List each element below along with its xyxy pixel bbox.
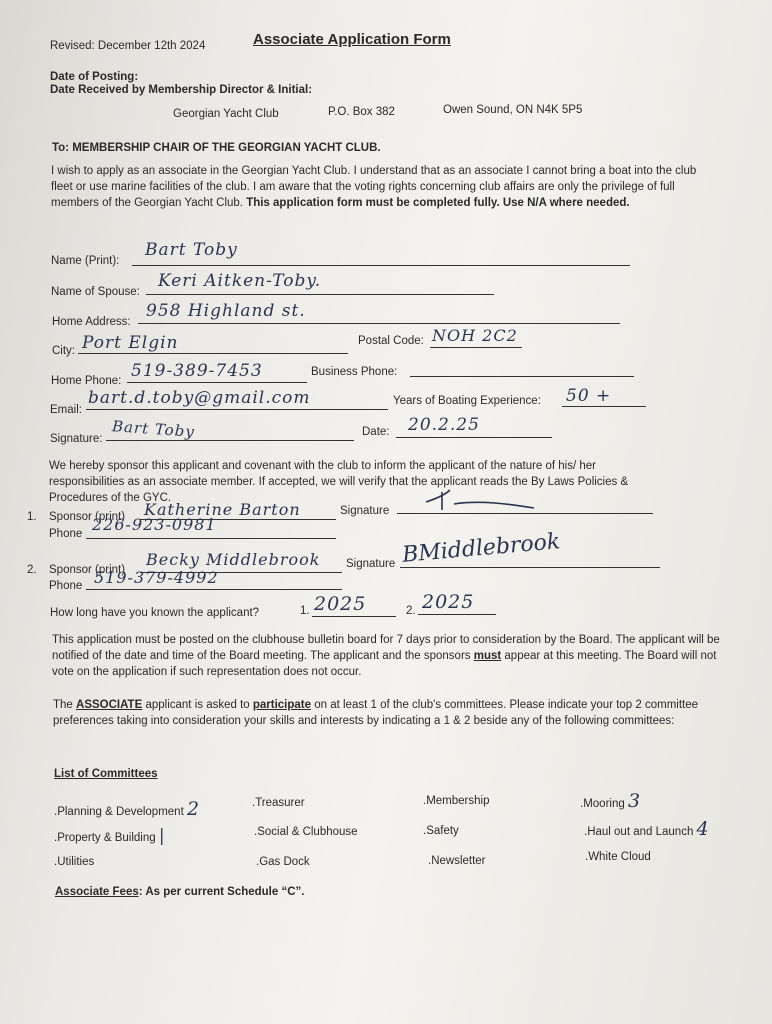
business-phone-line [410,376,634,377]
committee-planning[interactable] [54,798,200,820]
intro-paragraph [51,163,711,211]
committee-gas-dock-label: .Gas Dock [256,856,310,868]
known-applicant-label: How long have you known the applicant? [50,607,260,619]
committee-newsletter[interactable] [428,855,486,867]
committee-planning-label: .Planning & Development [54,806,184,818]
name-label: Name (Print): [51,255,120,267]
committee-haul-out-mark[interactable]: 4 [696,818,710,840]
committee-newsletter-label: .Newsletter [428,855,486,867]
committee-mid: applicant is asked to [142,699,253,711]
committee-gas-dock[interactable] [256,856,310,868]
associate-fees-label: Associate Fees [55,886,139,898]
committee-utilities[interactable] [54,856,94,868]
committee-treasurer[interactable] [252,797,305,809]
city-label: City: [52,345,75,357]
signature-label: Signature: [50,433,103,445]
committee-white-cloud[interactable] [585,851,651,863]
date-received-label: Date Received by Membership Director & Initial: [50,84,313,96]
sponsor-2-label: Sponsor (print) [49,564,126,576]
applicant-signature[interactable]: Bart Toby [111,417,196,441]
form-title: Associate Application Form [253,31,451,48]
committee-haul-out[interactable] [584,818,710,840]
posting-text-b: appear at this meeting. The Board will not vote on the application if such representation does not occur. [52,650,717,678]
sponsor-1-number: 1. [27,511,37,523]
home-phone-line [127,382,307,383]
committee-the: The [53,699,77,711]
postal-code-label: Postal Code: [358,335,424,347]
date-line [396,437,552,438]
sponsor-2-signature[interactable]: BMiddlebrook [401,529,562,568]
sponsor-2-phone-line [86,589,342,590]
intro-text: I wish to apply as an associate in the Georgian Yacht Club. I understand that as an associate I cannot bring a boat into the club fleet or use marine facilities of the club. I am aware that the voting rights concerning club affairs are only the privilege of full members of the Georgian Yacht Club. [51,165,697,209]
committee-property-mark[interactable]: | [158,826,166,846]
business-phone-label: Business Phone: [311,366,398,378]
committee-membership[interactable] [423,795,489,807]
committee-mooring-label: .Mooring [580,798,625,810]
sponsor-1-label: Sponsor (print) [49,511,126,523]
city-value[interactable]: Port Elgin [82,333,179,353]
postal-code-value[interactable]: NOH 2C2 [432,326,518,345]
associate-fees-text: : As per current Schedule “C”. [138,886,305,898]
club-name: Georgian Yacht Club [173,108,279,120]
spouse-line [146,294,494,295]
home-phone-value[interactable]: 519-389-7453 [131,361,263,381]
committee-paragraph [53,697,713,729]
sponsor-1-phone-label: Phone [49,528,83,540]
address-line [138,323,620,324]
to-line: To: MEMBERSHIP CHAIR OF THE GEORGIAN YACHT CLUB. [52,142,381,154]
sponsor-2-signature-line [400,567,660,568]
home-phone-label: Home Phone: [51,375,122,387]
boating-experience-line [562,406,646,407]
date-of-posting-label: Date of Posting: [50,71,139,83]
sponsor-2-phone[interactable]: 519-379-4992 [94,568,219,587]
committee-white-cloud-label: .White Cloud [585,851,651,863]
boating-experience-value[interactable]: 50 + [566,386,612,406]
committee-associate: ASSOCIATE [76,699,143,711]
committee-property-label: .Property & Building [54,832,156,844]
committee-treasurer-label: .Treasurer [252,797,305,809]
sponsor-1-signature-mark[interactable] [420,486,540,514]
committee-social-label: .Social & Clubhouse [254,826,358,838]
intro-bold: This application form must be completed fully. Use N/A where needed. [246,197,630,209]
posting-text-a: This application must be posted on the clubhouse bulletin board for 7 days prior to consideration by the Board. The applicant will be notified of the date and time of the Board meeting. The applicant and the sponsors [52,634,720,662]
known-2-value[interactable]: 2025 [422,591,475,613]
known-1-number: 1. [300,605,310,617]
revised-date: Revised: December 12th 2024 [50,40,206,52]
known-1-value[interactable]: 2025 [314,593,367,615]
committee-safety[interactable] [423,825,459,837]
name-line [132,265,630,266]
club-pobox: P.O. Box 382 [328,106,395,118]
sponsor-paragraph: We hereby sponsor this applicant and covenant with the club to inform the applicant of the nature of his/ her responsibilities as an associate member. If accepted, we will verify that the applicant reads the By Laws Policies & Procedures of the GYC. [49,460,629,504]
email-value[interactable]: bart.d.toby@gmail.com [88,388,311,408]
committee-membership-label: .Membership [423,795,490,807]
sponsor-2-phone-label: Phone [49,580,83,592]
spouse-label: Name of Spouse: [51,286,140,298]
name-value[interactable]: Bart Toby [145,240,238,260]
committee-mooring[interactable] [580,790,641,812]
sponsor-1-signature-label: Signature [340,505,390,517]
committee-property[interactable] [54,826,166,846]
committee-haul-out-label: .Haul out and Launch [584,826,694,838]
committee-safety-label: .Safety [423,825,459,837]
club-city: Owen Sound, ON N4K 5P5 [443,104,583,116]
known-2-line [418,614,496,615]
posting-paragraph [52,632,724,680]
date-label: Date: [362,426,390,438]
known-2-number: 2. [406,605,416,617]
committees-title: List of Committees [54,768,158,780]
sponsor-2-signature-label: Signature [346,558,396,570]
email-label: Email: [50,404,82,416]
boating-experience-label: Years of Boating Experience: [393,395,541,407]
signature-line [106,440,354,441]
date-value[interactable]: 20.2.25 [408,415,480,435]
committee-planning-mark[interactable]: 2 [186,798,201,820]
postal-code-line [430,347,522,348]
address-value[interactable]: 958 Highland st. [146,301,306,321]
posting-must: must [473,650,502,662]
email-line [86,409,388,410]
committee-rest: on at least 1 of the club's committees. Please indicate your top 2 committee preferences taking into consideration your skills and interests by indicating a 1 & 2 beside any of the following committees: [53,699,699,727]
known-1-line [312,616,396,617]
spouse-value[interactable]: Keri Aitken-Toby. [158,271,322,291]
sponsor-2-name[interactable]: Becky Middlebrook [146,550,321,569]
city-line [78,353,348,354]
committee-mooring-mark[interactable]: 3 [627,790,642,812]
address-label: Home Address: [52,316,131,328]
associate-fees [55,886,304,898]
committee-utilities-label: .Utilities [54,856,95,868]
sponsor-1-phone-line [86,538,336,539]
committee-participate: participate [252,699,312,711]
sponsor-1-phone[interactable]: 226-923-0981 [92,515,217,534]
sponsor-2-number: 2. [27,564,37,576]
sponsor-1-name[interactable]: Katherine Barton [144,500,301,519]
committee-social[interactable] [254,826,358,838]
